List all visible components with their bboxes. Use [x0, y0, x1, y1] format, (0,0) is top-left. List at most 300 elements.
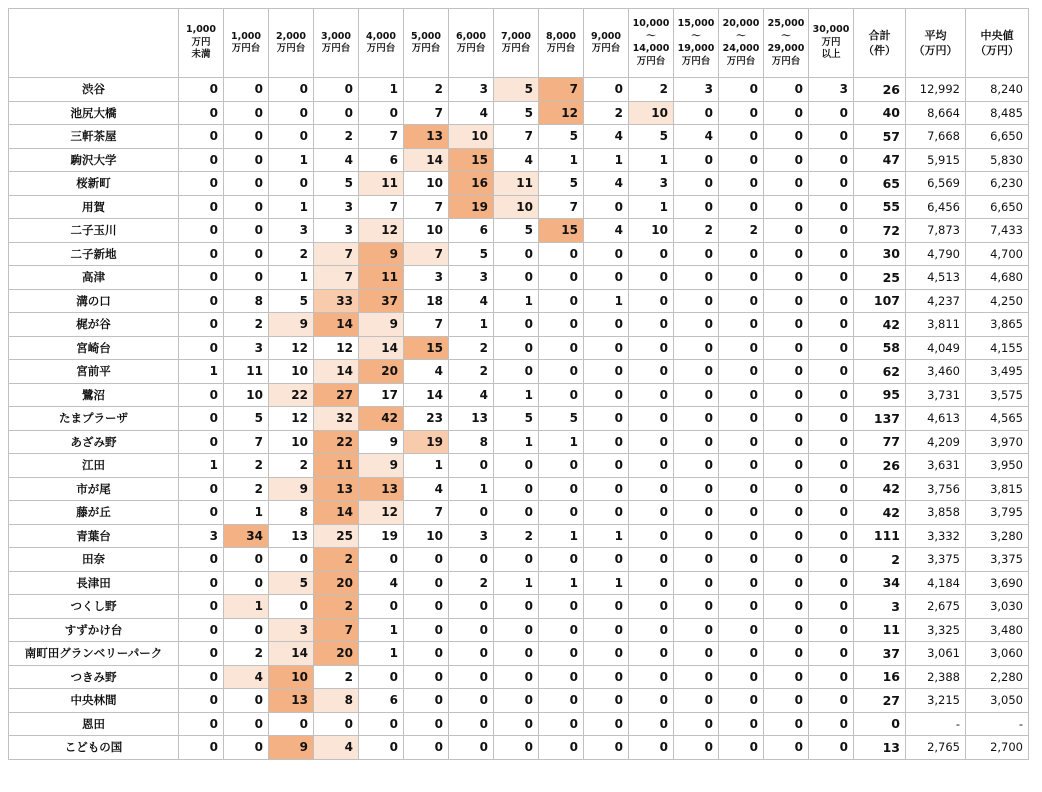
count-cell: 0: [179, 266, 224, 290]
count-cell: 0: [629, 336, 674, 360]
table-row: [9, 266, 1029, 290]
average-cell: 3,061: [906, 642, 966, 666]
count-cell: 0: [539, 501, 584, 525]
count-cell: 0: [449, 501, 494, 525]
count-cell: 0: [539, 289, 584, 313]
table-row: [9, 336, 1029, 360]
count-cell: 0: [809, 595, 854, 619]
count-cell: 1: [224, 595, 269, 619]
count-cell: 3: [449, 524, 494, 548]
total-cell: 111: [854, 524, 906, 548]
total-cell: 11: [854, 618, 906, 642]
count-cell: 5: [539, 172, 584, 196]
station-name: 宮前平: [9, 360, 179, 384]
station-name: 長津田: [9, 571, 179, 595]
count-cell: 7: [494, 125, 539, 149]
count-cell: 0: [719, 430, 764, 454]
count-cell: 0: [224, 571, 269, 595]
count-cell: 0: [809, 524, 854, 548]
count-cell: 10: [269, 360, 314, 384]
count-cell: 0: [764, 454, 809, 478]
median-cell: 3,495: [966, 360, 1029, 384]
table-row: [9, 548, 1029, 572]
count-cell: 0: [764, 148, 809, 172]
median-cell: 2,700: [966, 736, 1029, 760]
count-cell: 11: [494, 172, 539, 196]
count-cell: 0: [764, 336, 809, 360]
station-name: 恩田: [9, 712, 179, 736]
table-row: [9, 148, 1029, 172]
count-cell: 0: [809, 665, 854, 689]
median-cell: 6,650: [966, 195, 1029, 219]
total-cell: 65: [854, 172, 906, 196]
median-cell: 3,375: [966, 548, 1029, 572]
count-cell: 0: [584, 712, 629, 736]
median-cell: 3,950: [966, 454, 1029, 478]
count-cell: 0: [404, 642, 449, 666]
count-cell: 0: [674, 195, 719, 219]
count-cell: 1: [179, 360, 224, 384]
count-cell: 2: [674, 219, 719, 243]
count-cell: 0: [629, 642, 674, 666]
median-cell: 3,060: [966, 642, 1029, 666]
count-cell: 3: [314, 219, 359, 243]
count-cell: 0: [764, 501, 809, 525]
count-cell: 0: [719, 383, 764, 407]
count-cell: 12: [359, 219, 404, 243]
column-header: 20,000 〜 24,000 万円台: [719, 9, 764, 78]
count-cell: 2: [494, 524, 539, 548]
count-cell: 0: [629, 618, 674, 642]
count-cell: 0: [404, 689, 449, 713]
count-cell: 0: [719, 618, 764, 642]
count-cell: 10: [269, 430, 314, 454]
count-cell: 2: [584, 101, 629, 125]
median-cell: 3,690: [966, 571, 1029, 595]
count-cell: 0: [539, 266, 584, 290]
column-header: 1,000 万円台: [224, 9, 269, 78]
count-cell: 0: [629, 242, 674, 266]
column-header-total: 合計 （件）: [854, 9, 906, 78]
count-cell: 0: [224, 78, 269, 102]
total-cell: 27: [854, 689, 906, 713]
table-row: [9, 195, 1029, 219]
count-cell: 7: [224, 430, 269, 454]
count-cell: 0: [449, 712, 494, 736]
count-cell: 0: [674, 407, 719, 431]
count-cell: 0: [629, 524, 674, 548]
count-cell: 0: [494, 618, 539, 642]
count-cell: 9: [269, 313, 314, 337]
count-cell: 2: [629, 78, 674, 102]
count-cell: 6: [449, 219, 494, 243]
count-cell: 0: [719, 242, 764, 266]
count-cell: 13: [449, 407, 494, 431]
table-row: [9, 407, 1029, 431]
median-cell: 8,240: [966, 78, 1029, 102]
station-name: 梶が谷: [9, 313, 179, 337]
column-header: 2,000 万円台: [269, 9, 314, 78]
count-cell: 2: [314, 548, 359, 572]
count-cell: 1: [449, 313, 494, 337]
count-cell: 0: [179, 736, 224, 760]
count-cell: 7: [539, 78, 584, 102]
count-cell: 19: [404, 430, 449, 454]
count-cell: 0: [584, 642, 629, 666]
count-cell: 0: [764, 78, 809, 102]
average-cell: 6,569: [906, 172, 966, 196]
average-cell: -: [906, 712, 966, 736]
count-cell: 0: [494, 242, 539, 266]
count-cell: 0: [494, 642, 539, 666]
count-cell: 2: [269, 454, 314, 478]
count-cell: 0: [764, 383, 809, 407]
count-cell: 0: [179, 665, 224, 689]
count-cell: 0: [269, 595, 314, 619]
count-cell: 0: [404, 736, 449, 760]
count-cell: 0: [494, 477, 539, 501]
count-cell: 1: [359, 618, 404, 642]
count-cell: 0: [809, 477, 854, 501]
median-cell: 6,230: [966, 172, 1029, 196]
count-cell: 0: [224, 548, 269, 572]
count-cell: 5: [629, 125, 674, 149]
station-name: つきみ野: [9, 665, 179, 689]
header-row: [9, 9, 1029, 78]
station-name: 用賀: [9, 195, 179, 219]
median-cell: 4,680: [966, 266, 1029, 290]
table-row: [9, 101, 1029, 125]
count-cell: 2: [404, 78, 449, 102]
count-cell: 0: [584, 78, 629, 102]
count-cell: 0: [359, 712, 404, 736]
count-cell: 0: [179, 712, 224, 736]
count-cell: 10: [404, 219, 449, 243]
count-cell: 0: [404, 618, 449, 642]
count-cell: 4: [449, 101, 494, 125]
column-header-average: 平均 （万円）: [906, 9, 966, 78]
count-cell: 1: [269, 195, 314, 219]
count-cell: 0: [809, 242, 854, 266]
count-cell: 0: [404, 665, 449, 689]
count-cell: 0: [674, 571, 719, 595]
count-cell: 42: [359, 407, 404, 431]
station-name: 江田: [9, 454, 179, 478]
table-row: [9, 383, 1029, 407]
count-cell: 3: [809, 78, 854, 102]
median-cell: 6,650: [966, 125, 1029, 149]
count-cell: 0: [719, 101, 764, 125]
table-row: [9, 712, 1029, 736]
average-cell: 4,049: [906, 336, 966, 360]
median-cell: 3,575: [966, 383, 1029, 407]
table-body: [9, 78, 1029, 760]
count-cell: 0: [809, 430, 854, 454]
count-cell: 0: [809, 101, 854, 125]
count-cell: 0: [809, 313, 854, 337]
count-cell: 0: [539, 383, 584, 407]
total-cell: 26: [854, 78, 906, 102]
count-cell: 0: [269, 172, 314, 196]
count-cell: 0: [764, 689, 809, 713]
count-cell: 0: [314, 78, 359, 102]
count-cell: 33: [314, 289, 359, 313]
count-cell: 0: [179, 289, 224, 313]
average-cell: 3,215: [906, 689, 966, 713]
count-cell: 0: [449, 736, 494, 760]
station-name: すずかけ台: [9, 618, 179, 642]
station-name: 宮崎台: [9, 336, 179, 360]
count-cell: 0: [359, 595, 404, 619]
count-cell: 0: [674, 430, 719, 454]
count-cell: 3: [629, 172, 674, 196]
table-row: [9, 477, 1029, 501]
count-cell: 1: [224, 501, 269, 525]
count-cell: 0: [494, 454, 539, 478]
count-cell: 0: [584, 618, 629, 642]
count-cell: 0: [719, 454, 764, 478]
table-row: [9, 642, 1029, 666]
count-cell: 23: [404, 407, 449, 431]
count-cell: 0: [719, 689, 764, 713]
average-cell: 3,858: [906, 501, 966, 525]
count-cell: 0: [224, 618, 269, 642]
count-cell: 14: [404, 383, 449, 407]
table-row: [9, 524, 1029, 548]
count-cell: 12: [269, 336, 314, 360]
average-cell: 7,873: [906, 219, 966, 243]
count-cell: 10: [629, 101, 674, 125]
count-cell: 0: [179, 383, 224, 407]
total-cell: 40: [854, 101, 906, 125]
table-row: [9, 618, 1029, 642]
total-cell: 42: [854, 501, 906, 525]
count-cell: 0: [674, 454, 719, 478]
table-row: [9, 689, 1029, 713]
count-cell: 2: [314, 125, 359, 149]
table-row: [9, 665, 1029, 689]
count-cell: 0: [224, 712, 269, 736]
count-cell: 0: [179, 78, 224, 102]
average-cell: 7,668: [906, 125, 966, 149]
count-cell: 0: [719, 736, 764, 760]
average-cell: 4,209: [906, 430, 966, 454]
count-cell: 0: [314, 101, 359, 125]
average-cell: 4,184: [906, 571, 966, 595]
station-name: 高津: [9, 266, 179, 290]
count-cell: 0: [674, 595, 719, 619]
count-cell: 0: [449, 665, 494, 689]
count-cell: 0: [809, 172, 854, 196]
table-row: [9, 454, 1029, 478]
count-cell: 0: [719, 289, 764, 313]
count-cell: 0: [224, 689, 269, 713]
count-cell: 0: [629, 360, 674, 384]
count-cell: 6: [359, 689, 404, 713]
header-corner: [9, 9, 179, 78]
total-cell: 57: [854, 125, 906, 149]
count-cell: 7: [314, 242, 359, 266]
count-cell: 20: [314, 571, 359, 595]
count-cell: 1: [404, 454, 449, 478]
count-cell: 7: [404, 313, 449, 337]
median-cell: 7,433: [966, 219, 1029, 243]
count-cell: 0: [674, 172, 719, 196]
count-cell: 1: [584, 571, 629, 595]
median-cell: 3,480: [966, 618, 1029, 642]
count-cell: 0: [584, 430, 629, 454]
count-cell: 5: [224, 407, 269, 431]
median-cell: 3,280: [966, 524, 1029, 548]
count-cell: 0: [674, 477, 719, 501]
count-cell: 0: [179, 595, 224, 619]
total-cell: 25: [854, 266, 906, 290]
count-cell: 10: [404, 524, 449, 548]
count-cell: 3: [404, 266, 449, 290]
count-cell: 5: [449, 242, 494, 266]
count-cell: 0: [764, 477, 809, 501]
table-row: [9, 242, 1029, 266]
count-cell: 0: [674, 101, 719, 125]
column-header: 25,000 〜 29,000 万円台: [764, 9, 809, 78]
count-cell: 0: [224, 736, 269, 760]
count-cell: 0: [719, 148, 764, 172]
count-cell: 0: [764, 548, 809, 572]
count-cell: 0: [179, 548, 224, 572]
count-cell: 0: [629, 548, 674, 572]
count-cell: 1: [449, 477, 494, 501]
count-cell: 0: [809, 360, 854, 384]
count-cell: 0: [809, 571, 854, 595]
table-row: [9, 313, 1029, 337]
count-cell: 0: [674, 618, 719, 642]
count-cell: 0: [224, 125, 269, 149]
count-cell: 0: [629, 266, 674, 290]
column-header: 7,000 万円台: [494, 9, 539, 78]
count-cell: 2: [224, 477, 269, 501]
station-name: 中央林間: [9, 689, 179, 713]
count-cell: 0: [719, 548, 764, 572]
median-cell: 3,030: [966, 595, 1029, 619]
count-cell: 0: [764, 524, 809, 548]
count-cell: 0: [629, 712, 674, 736]
average-cell: 3,756: [906, 477, 966, 501]
count-cell: 1: [539, 571, 584, 595]
count-cell: 14: [314, 360, 359, 384]
count-cell: 0: [764, 289, 809, 313]
count-cell: 0: [764, 101, 809, 125]
count-cell: 0: [674, 642, 719, 666]
median-cell: 3,795: [966, 501, 1029, 525]
count-cell: 0: [494, 712, 539, 736]
count-cell: 0: [449, 548, 494, 572]
count-cell: 10: [449, 125, 494, 149]
total-cell: 13: [854, 736, 906, 760]
count-cell: 0: [629, 313, 674, 337]
count-cell: 0: [224, 148, 269, 172]
total-cell: 72: [854, 219, 906, 243]
average-cell: 3,332: [906, 524, 966, 548]
count-cell: 6: [359, 148, 404, 172]
count-cell: 0: [809, 383, 854, 407]
count-cell: 0: [719, 360, 764, 384]
average-cell: 4,613: [906, 407, 966, 431]
column-header: 30,000 万円 以上: [809, 9, 854, 78]
count-cell: 11: [359, 266, 404, 290]
station-name: 田奈: [9, 548, 179, 572]
count-cell: 0: [674, 336, 719, 360]
count-cell: 0: [539, 454, 584, 478]
count-cell: 0: [494, 266, 539, 290]
count-cell: 1: [494, 430, 539, 454]
count-cell: 2: [314, 595, 359, 619]
count-cell: 8: [449, 430, 494, 454]
count-cell: 4: [314, 148, 359, 172]
count-cell: 1: [539, 524, 584, 548]
count-cell: 0: [809, 501, 854, 525]
count-cell: 11: [224, 360, 269, 384]
count-cell: 0: [404, 595, 449, 619]
count-cell: 0: [584, 242, 629, 266]
count-cell: 0: [719, 125, 764, 149]
station-name: こどもの国: [9, 736, 179, 760]
count-cell: 19: [449, 195, 494, 219]
count-cell: 0: [629, 430, 674, 454]
average-cell: 2,765: [906, 736, 966, 760]
count-cell: 0: [179, 313, 224, 337]
count-cell: 0: [584, 665, 629, 689]
count-cell: 0: [764, 172, 809, 196]
count-cell: 0: [809, 689, 854, 713]
count-cell: 0: [584, 313, 629, 337]
count-cell: 0: [539, 736, 584, 760]
count-cell: 1: [494, 383, 539, 407]
station-name: 市が尾: [9, 477, 179, 501]
count-cell: 0: [674, 383, 719, 407]
count-cell: 1: [584, 524, 629, 548]
station-name: 南町田グランベリーパーク: [9, 642, 179, 666]
count-cell: 0: [674, 736, 719, 760]
price-distribution-table: [8, 8, 1029, 760]
count-cell: 7: [404, 242, 449, 266]
count-cell: 1: [584, 148, 629, 172]
column-header-median: 中央値 （万円）: [966, 9, 1029, 78]
count-cell: 0: [449, 618, 494, 642]
count-cell: 1: [539, 148, 584, 172]
count-cell: 14: [269, 642, 314, 666]
count-cell: 0: [809, 712, 854, 736]
count-cell: 0: [719, 477, 764, 501]
median-cell: 3,050: [966, 689, 1029, 713]
median-cell: 3,970: [966, 430, 1029, 454]
count-cell: 1: [359, 78, 404, 102]
count-cell: 0: [674, 501, 719, 525]
total-cell: 3: [854, 595, 906, 619]
count-cell: 18: [404, 289, 449, 313]
count-cell: 3: [674, 78, 719, 102]
count-cell: 12: [314, 336, 359, 360]
count-cell: 0: [224, 266, 269, 290]
count-cell: 0: [584, 360, 629, 384]
count-cell: 0: [539, 595, 584, 619]
count-cell: 0: [224, 219, 269, 243]
count-cell: 0: [629, 477, 674, 501]
count-cell: 14: [314, 313, 359, 337]
count-cell: 4: [404, 360, 449, 384]
table-row: [9, 736, 1029, 760]
count-cell: 0: [179, 689, 224, 713]
station-name: つくし野: [9, 595, 179, 619]
